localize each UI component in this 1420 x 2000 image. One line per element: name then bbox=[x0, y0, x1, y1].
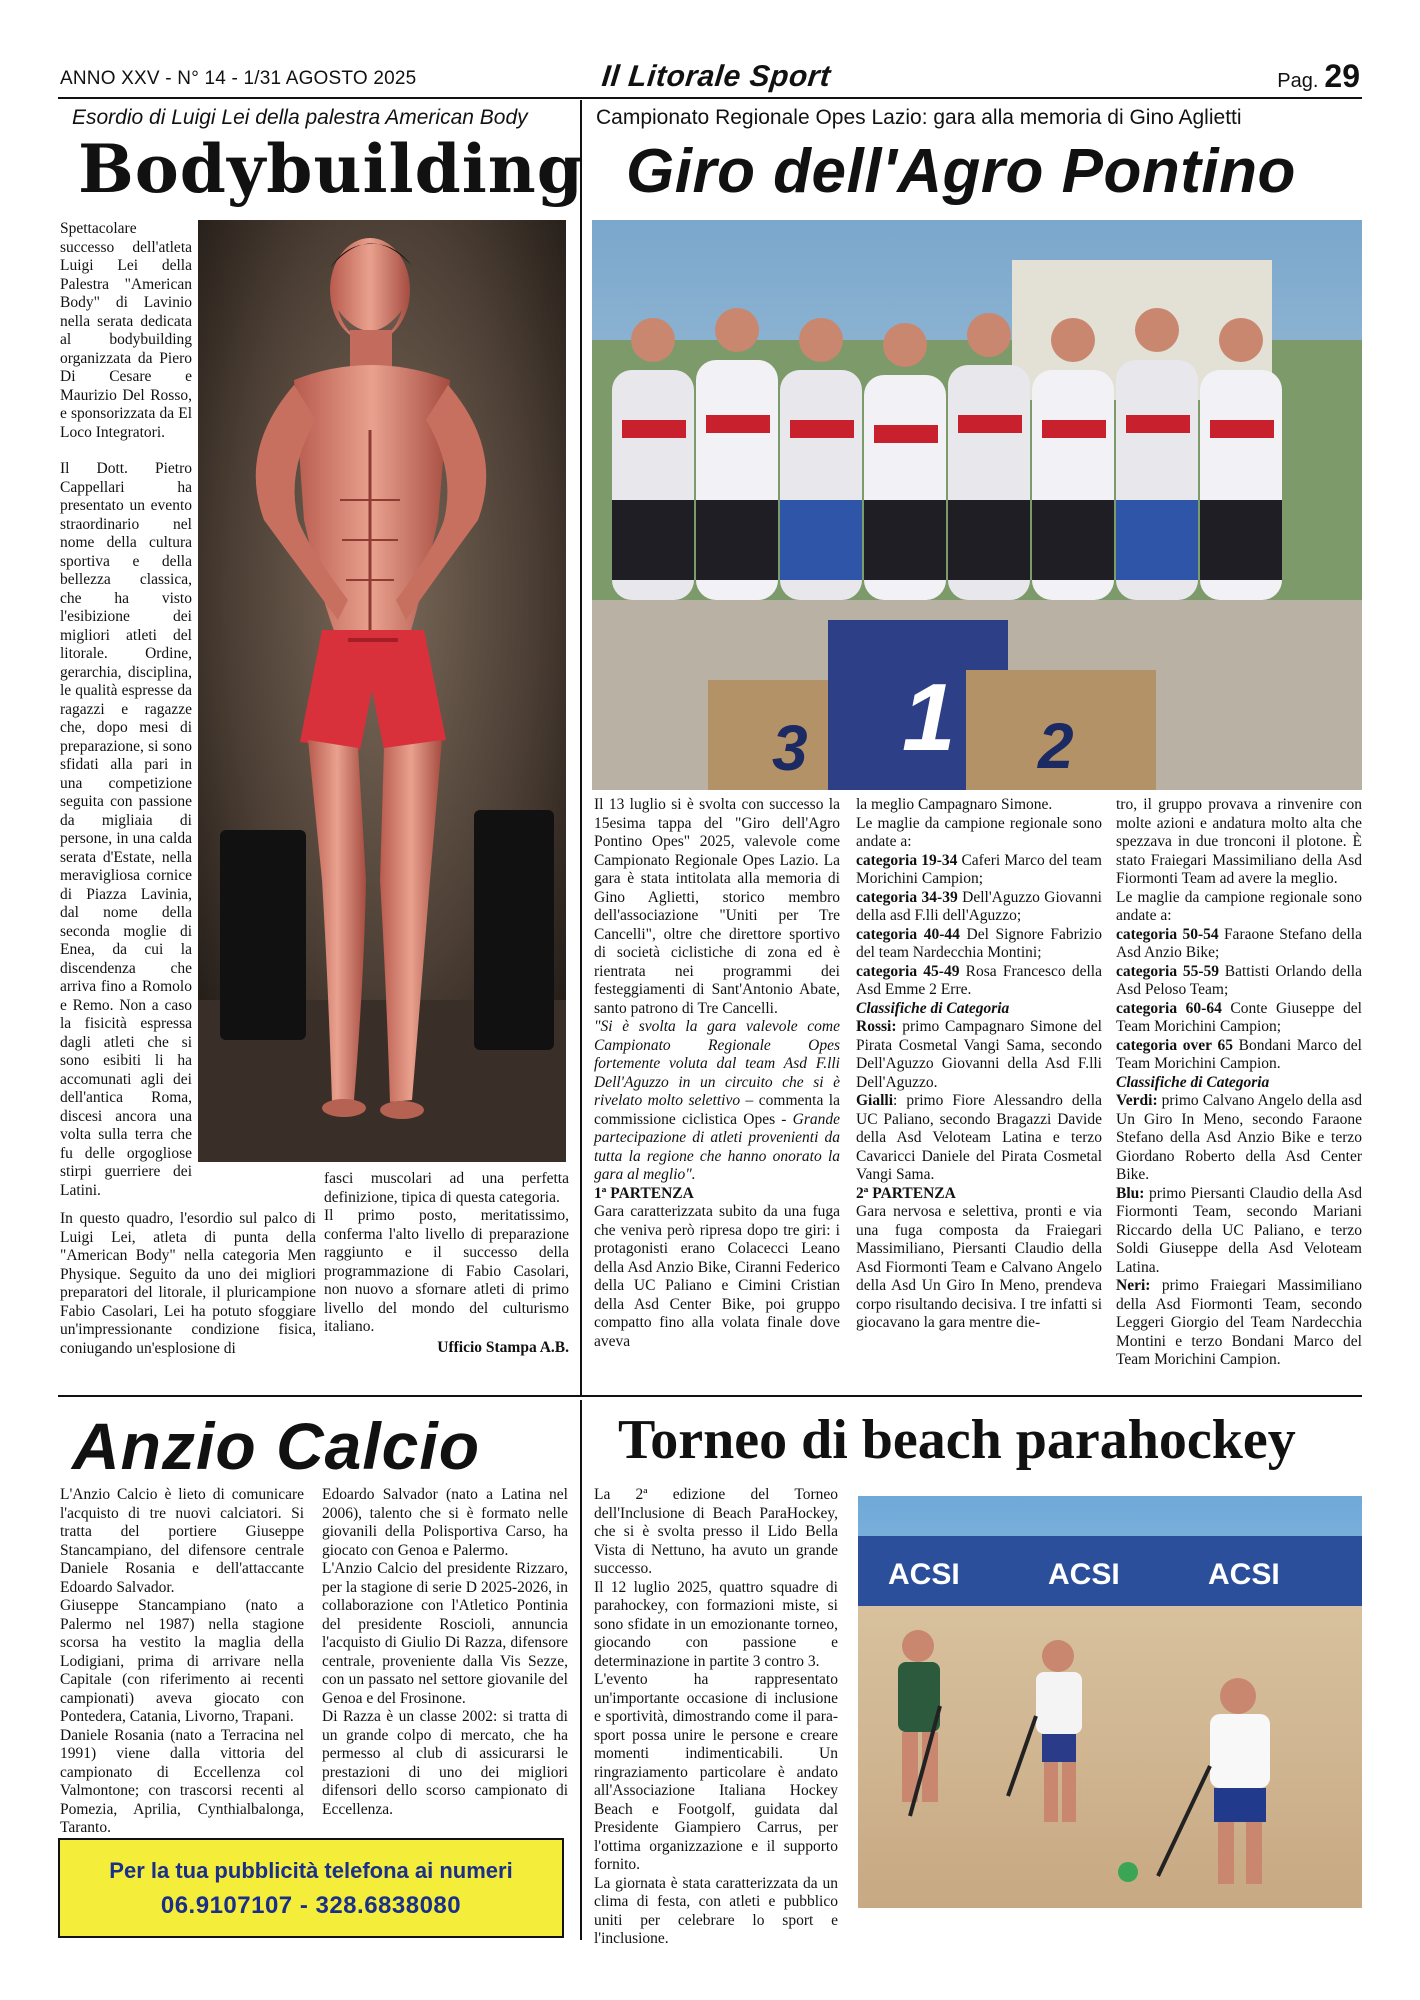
bodybuilding-paragraph: Spettacolare successo dell'atleta Luigi Lei della Palestra "American Body" di Lavinio nella serata dedicata al bodybuilding organizzata da Piero Di Cesare e Maurizio Del Rosso, e sponsorizzata da El Loco Integratori. bbox=[60, 220, 192, 441]
giro-paragraph: Le maglie da campione regionale sono andate a: bbox=[856, 814, 1102, 850]
cyclists-illustration bbox=[592, 220, 1362, 790]
banner-text-3: ACSI bbox=[1208, 1558, 1280, 1591]
page-label: Pag. bbox=[1277, 70, 1319, 92]
category-label: categoria 60-64 bbox=[1116, 999, 1222, 1017]
giro-subhead-text: 2ª PARTENZA bbox=[856, 1184, 956, 1202]
category-label: categoria 45-49 bbox=[856, 962, 960, 980]
class-label: Verdi: bbox=[1116, 1092, 1158, 1109]
page-number-value: 29 bbox=[1324, 58, 1360, 94]
ad-phone-numbers: 06.9107107 - 328.6838080 bbox=[160, 1892, 462, 1919]
giro-category bbox=[1116, 1037, 1362, 1074]
section-divider bbox=[58, 1395, 1362, 1397]
column-divider-top bbox=[580, 100, 582, 1395]
issue-info: ANNO XXV - N° 14 - 1/31 AGOSTO 2025 bbox=[60, 68, 417, 89]
parahockey-title: Torneo di beach parahockey bbox=[618, 1409, 1296, 1471]
masthead: Il Litorale Sport bbox=[600, 60, 833, 93]
giro-class bbox=[1116, 1185, 1362, 1278]
class-text: primo Piersanti Claudio della Asd Fiormonti Team, secondo Mariani Riccardo della UC Paliano, e terzo Soldi Giuseppe della Asd Veloteam Latina. bbox=[1116, 1184, 1362, 1276]
giro-quote-text: "Si è svolta la gara valevole come Campionato Regionale Opes fortemente voluta dal team Asd F.lli Dell'Aguzzo in un circuito che si è rivelato molto selettivo – bbox=[594, 1018, 840, 1109]
anzio-paragraph: Daniele Rosania (nato a Terracina nel 1991) viene dalla vittoria del campionato di Eccellenza col Valmontone; con trascorsi recenti al Pomezia, Aprilia, Cynthialbalonga, Taranto. bbox=[60, 1726, 304, 1836]
advertisement-box bbox=[58, 1838, 564, 1938]
giro-category bbox=[856, 889, 1102, 926]
bodybuilding-kicker: Esordio di Luigi Lei della palestra American Body bbox=[72, 106, 528, 129]
parahockey-column bbox=[594, 1486, 838, 1949]
category-label: categoria 19-34 bbox=[856, 851, 958, 869]
giro-paragraph: Il 13 luglio si è svolta con successo la 15esima tappa del "Giro dell'Agro Pontino Opes" 2025, valevole come Campionato Regionale Opes Lazio. La gara è stata intitolata alla memoria di Gino Aglietti, storico membro dell'associazione "Uniti per Tre Cancelli", oltre che direttore sportivo di società ciclistiche di zona ed è rientrata nei programmi dei festeggiamenti di Sant'Antonio Abate, santo patrono di Tre Cancelli. bbox=[594, 796, 840, 1017]
anzio-column-1 bbox=[60, 1486, 304, 1838]
giro-paragraph: Gara nervosa e selettiva, pronti e via una fuga composta da Fraiegari Massimiliano, Piersanti Claudio della Asd Fiormonti Team e Calvano Angelo della Asd Un Giro In Meno, prendeva corpo risultando decisiva. I tre infatti si giocavano la gara mentre die- bbox=[856, 1203, 1102, 1331]
beach-hockey-photo bbox=[858, 1496, 1362, 1908]
category-text: Bondani Marco del Team Morichini Campion. bbox=[1116, 1036, 1362, 1072]
class-text: : primo Fiore Alessandro della UC Paliano, secondo Bragazzi Davide della Asd Veloteam Latina e terzo Cavaricci Daniele del Pirata Cosmetal Vangi Sama. bbox=[856, 1092, 1102, 1183]
class-text: primo Fraiegari Massimiliano della Asd Fiormonti Team, secondo Leggeri Giorgio del Team Nardecchia Montini e terzo Bondani Marco del Team Morichini Campion. bbox=[1116, 1277, 1362, 1368]
giro-quote-text-2: Grande partecipazione di atleti provenienti da tutta la regione che hanno onorato la gara al meglio". bbox=[594, 1110, 840, 1183]
ad-line-1: Per la tua pubblicità telefona ai numeri bbox=[109, 1858, 513, 1883]
anzio-paragraph: Giuseppe Stancampiano (nato a Palermo nel 1987) nella stagione scorsa ha vestito la maglia della Lodigiani, prima di arrivare nella Capitale (con riferimento ai recenti campionati) aveva giocato con Pontedera, Catania, Livorno, Trapani. bbox=[60, 1597, 304, 1725]
giro-paragraph: la meglio Campagnaro Simone. bbox=[856, 796, 1053, 813]
parahockey-paragraph: La giornata è stata caratterizzata da un clima di festa, con atleti e pubblico uniti per celebrare lo sport e l'inclusione. bbox=[594, 1874, 838, 1947]
category-text: Rosa Francesco della Asd Emme 2 Erre. bbox=[856, 962, 1102, 998]
category-text: Caferi Marco del team Morichini Campion; bbox=[856, 851, 1102, 887]
banner-text-2: ACSI bbox=[1048, 1558, 1120, 1591]
bodybuilding-column-1 bbox=[60, 220, 192, 442]
parahockey-paragraph: Il 12 luglio 2025, quattro squadre di parahockey, con formazioni miste, si sono sfidate in un emozionante torneo, giocando con passione e determinazione in partite 3 contro 3. bbox=[594, 1578, 838, 1670]
class-text: primo Campagnaro Simone del Pirata Cosmetal Vangi Sama, secondo Dell'Aguzzo Giovanni della Asd F.lli Dell'Aguzzo. bbox=[856, 1018, 1102, 1091]
giro-quote bbox=[594, 1018, 840, 1185]
beach-hockey-illustration bbox=[858, 1496, 1362, 1908]
category-text: Battisti Orlando della Asd Peloso Team; bbox=[1116, 962, 1362, 998]
giro-class bbox=[856, 1092, 1102, 1185]
category-label: categoria over 65 bbox=[1116, 1036, 1233, 1054]
category-text: Conte Giuseppe del Team Morichini Campion; bbox=[1116, 999, 1362, 1035]
giro-category bbox=[1116, 1000, 1362, 1037]
giro-subhead-text: 1ª PARTENZA bbox=[594, 1184, 694, 1202]
podium-label-1: 1 bbox=[902, 664, 956, 771]
giro-paragraph: Gara caratterizzata subito da una fuga che veniva però ripresa dopo tre giri: i protagonisti erano Colacecci Leano della Asd Anzio Bike, Ciranni Federico della UC Paliano e Cimini Cristian della Asd Center Bike, poi gruppo compatto fino alla volata finale dove aveva bbox=[594, 1203, 840, 1350]
anzio-paragraph: L'Anzio Calcio è lieto di comunicare l'acquisto di tre nuovi calciatori. Si tratta del portiere Giuseppe Stancampiano, del difensore centrale Daniele Rosania e dell'attaccante Edoardo Salvador. bbox=[60, 1486, 304, 1596]
category-text: Faraone Stefano della Asd Anzio Bike; bbox=[1116, 925, 1362, 961]
category-label: categoria 55-59 bbox=[1116, 962, 1220, 980]
bodybuilding-paragraph: In questo quadro, l'esordio sul palco di Luigi Lei, atleta di punta della "American Body" nella categoria Men Physique. Seguito da uno dei migliori preparatori del litorale, il pluricampione Fabio Casolari, Lei ha potuto sfoggiare un'impressionante condizione fisica, coniugando un'esplosione di bbox=[60, 1210, 316, 1357]
class-label: Neri: bbox=[1116, 1277, 1151, 1294]
bodybuilding-column-2 bbox=[324, 1170, 569, 1357]
giro-column-3 bbox=[1116, 796, 1362, 1370]
bodybuilder-illustration bbox=[198, 220, 566, 1162]
bodybuilding-title: Bodybuilding bbox=[78, 130, 584, 208]
category-label: categoria 50-54 bbox=[1116, 925, 1219, 943]
ball-icon bbox=[1118, 1862, 1138, 1882]
class-label: Blu: bbox=[1116, 1184, 1145, 1202]
anzio-paragraph: L'Anzio Calcio del presidente Rizzaro, per la stagione di serie D 2025-2026, in collaborazione con l'Atletico Pontinia del presidente Roscioli, annuncia l'acquisto di Giulio Di Razza, difensore centrale, proveniente dalla Vis Sezze, con un passato nel settore giovanile del Genoa e del Frosinone. bbox=[322, 1560, 568, 1707]
cyclists-podium-photo bbox=[592, 220, 1362, 790]
bodybuilder-photo bbox=[198, 220, 566, 1162]
giro-paragraph: Le maglie da campione regionale sono andate a: bbox=[1116, 888, 1362, 924]
class-label: Gialli bbox=[856, 1092, 894, 1109]
anzio-column-2 bbox=[322, 1486, 568, 1819]
parahockey-paragraph: La 2ª edizione del Torneo dell'Inclusione di Beach ParaHockey, che si è svolta presso il Lido Bella Vista di Nettuno, ha avuto un grande successo. bbox=[594, 1486, 838, 1577]
podium-label-2: 2 bbox=[1038, 710, 1074, 782]
class-text: primo Calvano Angelo della asd Un Giro In Meno, secondo Faraone Stefano della Asd Anzio Bike e terzo Giordano Roberto della Asd Center Bike. bbox=[1116, 1092, 1362, 1183]
giro-paragraph: tro, il gruppo provava a rinvenire con molte azioni e andatura molto alta che spezzava in due tronconi il plotone. È stato Fraiegari Massimiliano della Asd Fiormonti Team ad avere la meglio. bbox=[1116, 796, 1362, 887]
giro-category bbox=[1116, 926, 1362, 963]
podium-label-3: 3 bbox=[772, 712, 808, 784]
giro-class bbox=[1116, 1277, 1362, 1370]
bodybuilding-column-1b bbox=[60, 460, 192, 1200]
giro-class-heading bbox=[856, 1000, 1102, 1019]
bodybuilding-paragraph: fasci muscolari ad una perfetta definizione, tipica di questa categoria. bbox=[324, 1170, 569, 1206]
giro-category bbox=[856, 852, 1102, 889]
giro-column-1 bbox=[594, 796, 840, 1351]
class-label: Rossi: bbox=[856, 1018, 897, 1035]
giro-subhead bbox=[856, 1185, 1102, 1204]
anzio-paragraph: Edoardo Salvador (nato a Latina nel 2006), talento che si è formato nelle giovanili della Polisportiva Carso, ha giocato con Genoa e Palermo. bbox=[322, 1486, 568, 1559]
bodybuilding-signature: Ufficio Stampa A.B. bbox=[437, 1338, 569, 1356]
column-divider-bottom bbox=[580, 1400, 582, 1940]
giro-column-2 bbox=[856, 796, 1102, 1333]
bodybuilding-paragraph: Il primo posto, meritatissimo, conferma l'alto livello di preparazione raggiunto e il successo della programmazione di Fabio Casolari, non nuovo a sfornare atleti di primo livello del mondo del culturismo italiano. bbox=[324, 1207, 569, 1335]
anzio-paragraph: Di Razza è un classe 2002: si tratta di un grande colpo di mercato, che ha permesso al club di assicurarsi le prestazioni di uno dei migliori difensori dello scorso campionato di Eccellenza. bbox=[322, 1708, 568, 1818]
category-label: categoria 40-44 bbox=[856, 925, 960, 943]
giro-class bbox=[1116, 1092, 1362, 1185]
category-text: Del Signore Fabrizio del team Nardecchia Montini; bbox=[856, 925, 1102, 961]
anzio-title: Anzio Calcio bbox=[72, 1409, 481, 1483]
giro-kicker: Campionato Regionale Opes Lazio: gara alla memoria di Gino Aglietti bbox=[596, 106, 1242, 129]
banner-text-1: ACSI bbox=[888, 1558, 960, 1591]
giro-quote-attribution: commenta la commissione ciclistica Opes - bbox=[594, 1092, 840, 1128]
category-label: categoria 34-39 bbox=[856, 888, 958, 906]
giro-category bbox=[856, 963, 1102, 1000]
giro-class-heading bbox=[1116, 1074, 1362, 1093]
class-heading-text: Classifiche di Categoria bbox=[856, 999, 1010, 1017]
giro-title: Giro dell'Agro Pontino bbox=[626, 137, 1296, 206]
giro-category bbox=[856, 926, 1102, 963]
header-rule bbox=[58, 97, 1362, 99]
page-number bbox=[1277, 58, 1360, 95]
giro-subhead bbox=[594, 1185, 840, 1204]
class-heading-text: Classifiche di Categoria bbox=[1116, 1073, 1270, 1091]
parahockey-paragraph: L'evento ha rappresentato un'importante occasione di inclusione e sportività, dimostrando come il para-sport possa unire le persone e creare momenti indimenticabili. Un ringraziamento particolare è andato all'Associazione Italiana Hockey Beach e Footgolf, guidata dal Presidente Giampiero Carrus, per l'ottima organizzazione e il supporto fornito. bbox=[594, 1671, 838, 1873]
giro-class bbox=[856, 1018, 1102, 1092]
category-text: Dell'Aguzzo Giovanni della asd F.lli dell'Aguzzo; bbox=[856, 888, 1102, 924]
giro-category bbox=[1116, 963, 1362, 1000]
bodybuilding-column-1c bbox=[60, 1210, 316, 1358]
bodybuilding-paragraph: Il Dott. Pietro Cappellari ha presentato un evento straordinario nel nome della cultura sportiva e della bellezza classica, che ha visto l'esibizione dei migliori atleti del litorale. Ordine, gerarchia, disciplina, le qualità espresse da ragazzi e ragazze che, dopo mesi di preparazione, si sono sfidati alla pari in una competizione seguita con passione da migliaia di persone, in una calda serata d'Estate, nella meravigliosa cornice di Piazza Lavinia, dal nome della seconda moglie di Enea, da cui la discendenza che arriva fino a Romolo e Remo. Non a caso la fisicità espressa dagli atleti che si sono esibiti li ha accomunati agli dei dell'antica Roma, discesi ancora una volta sulla terra che fu delle orgogliose stirpi guerriere dei Latini. bbox=[60, 460, 192, 1199]
